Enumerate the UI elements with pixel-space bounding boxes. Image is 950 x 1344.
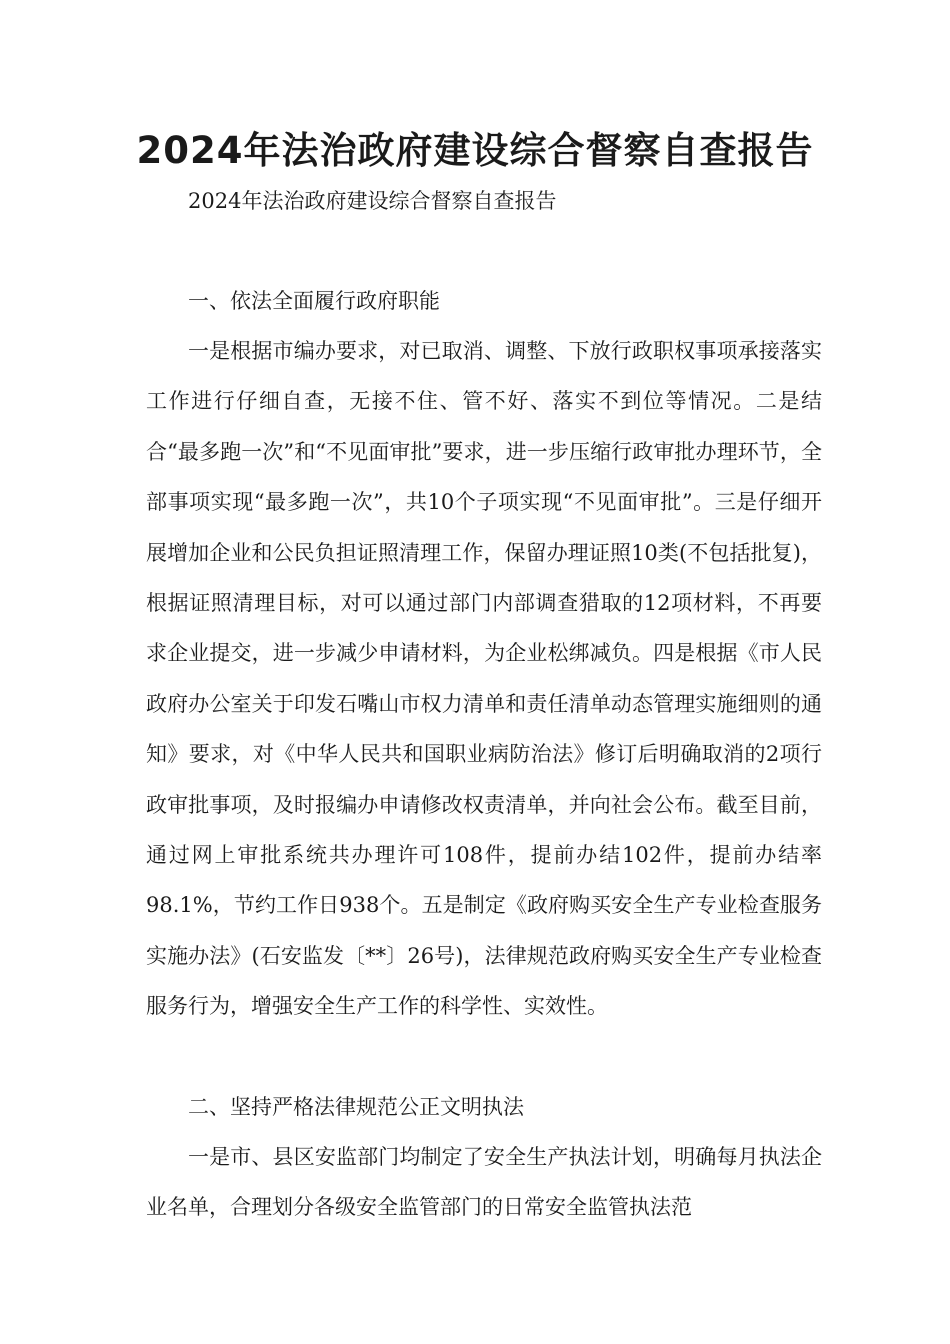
- section-heading-2: 二、坚持严格法律规范公正文明执法: [188, 1095, 524, 1119]
- section-heading-1: 一、依法全面履行政府职能: [188, 289, 440, 313]
- document-subtitle: 2024年法治政府建设综合督察自查报告: [188, 189, 557, 213]
- section-paragraph-2: 一是市、县区安监部门均制定了安全生产执法计划，明确每月执法企业名单，合理划分各级安全监管部门的日常安全监管执法范: [146, 1145, 822, 1220]
- document-title: 2024年法治政府建设综合督察自查报告: [136, 129, 814, 172]
- section-paragraph-1: 一是根据市编办要求，对已取消、调整、下放行政职权事项承接落实工作进行仔细自查，无接不住、管不好、落实不到位等情况。二是结合“最多跑一次”和“不见面审批”要求，进一步压缩行政审批办理环节，全部事项实现“最多跑一次”，共10个子项实现“不见面审批”。三是仔细开展增加企业和公民负担证照清理工作，保留办理证照10类(不包括批复)，根据证照清理目标，对可以通过部门内部调查猎取的12项材料，不再要求企业提交，进一步减少申请材料，为企业松绑减负。四是根据《市人民政府办公室关于印发石嘴山市权力清单和责任清单动态管理实施细则的通知》要求，对《中华人民共和国职业病防治法》修订后明确取消的2项行政审批事项，及时报编办申请修改权责清单，并向社会公布。截至目前，通过网上审批系统共办理许可108件，提前办结102件，提前办结率98.1%，节约工作日938个。五是制定《政府购买安全生产专业检查服务实施办法》(石安监发〔**〕26号)，法律规范政府购买安全生产专业检查服务行为，增强安全生产工作的科学性、实效性。: [146, 339, 822, 1019]
